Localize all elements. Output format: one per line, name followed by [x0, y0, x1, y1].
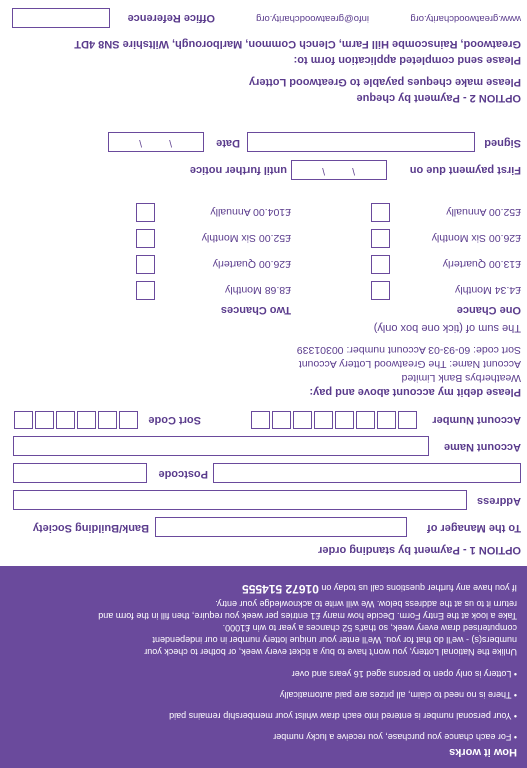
- paragraph-line: numbers(s) - we'll do that for you. We'll enter your unique lottery number in our independent: [152, 635, 517, 645]
- bank-sort-code: Sort code: 60-93-03 Account number: 00301339: [296, 344, 521, 356]
- debit-heading: Please debit my account above and pay:: [309, 386, 521, 398]
- date-separator: \: [352, 165, 355, 176]
- office-reference-label: Office Reference: [127, 12, 215, 24]
- one-chance-six-monthly-checkbox[interactable]: [371, 229, 390, 248]
- signed-label: Signed: [484, 137, 521, 149]
- sort-code-digit[interactable]: [119, 411, 138, 429]
- first-payment-label: First payment due on: [409, 164, 521, 176]
- send-text: Please send completed application form to:: [293, 54, 521, 66]
- two-chances-six-monthly-checkbox[interactable]: [136, 229, 155, 248]
- first-payment-date-field[interactable]: [291, 160, 387, 180]
- sort-code-digit[interactable]: [77, 411, 96, 429]
- two-chances-option-label: £52.00 Six Monthly: [201, 232, 291, 244]
- email-link[interactable]: info@greatwoodcharity.org: [256, 13, 369, 24]
- account-number-digit[interactable]: [272, 411, 291, 429]
- option2-heading: OPTION 2 - Payment by cheque: [356, 92, 521, 104]
- sort-code-digit[interactable]: [14, 411, 33, 429]
- paragraph-line: Unlike the National Lottery, you won't have to buy a ticket every week, or bother to check your: [144, 647, 517, 657]
- signature-field[interactable]: [247, 132, 475, 152]
- address-line-2-field[interactable]: [213, 463, 521, 483]
- call-line: [10, 582, 517, 596]
- account-number-digit[interactable]: [356, 411, 375, 429]
- website-link[interactable]: www.greatwoodcharity.org: [410, 13, 521, 24]
- phone-number: 01672 514555: [242, 582, 319, 596]
- paragraph-line: Take a look at the Entry Form. Decide how many £1 entries per week you require, then fill in the form and: [98, 611, 517, 621]
- one-chance-monthly-checkbox[interactable]: [371, 281, 390, 300]
- send-address: Greatwood, Rainscombe Hill Farm, Clench Common, Marlborough, Wiltshire SN8 4DT: [74, 38, 521, 50]
- manager-field[interactable]: [155, 517, 407, 537]
- address-label: Address: [476, 495, 521, 507]
- bullet-item: • For each chance you purchase, you receive a lucky number: [273, 732, 517, 742]
- account-number-digit[interactable]: [335, 411, 354, 429]
- two-chances-monthly-checkbox[interactable]: [136, 281, 155, 300]
- how-it-works-panel: [0, 566, 527, 768]
- payable-text: Please make cheques payable to Greatwood Lottery: [248, 76, 521, 88]
- address-field[interactable]: [13, 490, 467, 510]
- how-it-works-paragraph: [10, 598, 517, 658]
- sort-code-label: Sort Code: [148, 414, 201, 426]
- two-chances-annually-checkbox[interactable]: [136, 203, 155, 222]
- bullet-item: • Lottery is only open to persons aged 16 years and over: [291, 669, 517, 679]
- one-chance-option-label: £13.00 Quarterly: [442, 258, 521, 270]
- manager-label: To the Manager of: [427, 522, 521, 534]
- signed-date-field[interactable]: [108, 132, 204, 152]
- postcode-field[interactable]: [13, 463, 147, 483]
- bullet-text: For each chance you purchase, you receive a lucky number: [273, 732, 512, 742]
- sort-code-digit[interactable]: [98, 411, 117, 429]
- account-number-label: Account Number: [432, 414, 521, 426]
- postcode-label: Postcode: [158, 468, 208, 480]
- sort-code-digit[interactable]: [56, 411, 75, 429]
- two-chances-option-label: £104.00 Annually: [210, 206, 291, 218]
- one-chance-option-label: £26.00 Six Monthly: [431, 232, 521, 244]
- until-label: until further notice: [189, 164, 287, 176]
- office-reference-field[interactable]: [12, 8, 110, 28]
- account-name-label: Account Name: [443, 441, 521, 453]
- bullet-item: • Your personal number is entered into each draw whilst your membership remains paid: [169, 711, 517, 721]
- bullet-item: • There is no need to claim, all prizes are paid automatically: [279, 690, 517, 700]
- date-label: Date: [216, 137, 240, 149]
- bank-account-name: Account Name: The Greatwood Lottery Account: [298, 358, 521, 370]
- paragraph-line: computerised draw every week, so that's 52 chances a year to win £1000.: [222, 623, 517, 633]
- bullet-text: There is no need to claim, all prizes are paid automatically: [279, 690, 512, 700]
- option1-heading: OPTION 1 - Payment by standing order: [318, 544, 521, 556]
- two-chances-quarterly-checkbox[interactable]: [136, 255, 155, 274]
- bank-label: Bank/Building Society: [32, 522, 149, 534]
- one-chance-option-label: £4.34 Monthly: [455, 284, 521, 296]
- sum-label: The sum of (tick one box only): [373, 322, 521, 334]
- two-chances-heading: Two Chances: [220, 304, 291, 316]
- sort-code-digit[interactable]: [35, 411, 54, 429]
- account-number-digit[interactable]: [293, 411, 312, 429]
- date-separator: \: [322, 165, 325, 176]
- call-text: If you have any further questions call us today on: [321, 583, 517, 593]
- bank-name: Weatherbys Bank Limited: [401, 372, 521, 384]
- bullet-text: Lottery is only open to persons aged 16 years and over: [291, 669, 512, 679]
- how-it-works-heading: How it works: [449, 746, 517, 758]
- one-chance-heading: One Chance: [456, 304, 521, 316]
- date-separator: \: [139, 137, 142, 148]
- two-chances-option-label: £8.68 Monthly: [225, 284, 291, 296]
- account-name-field[interactable]: [13, 436, 429, 456]
- paragraph-line: return it to us at the address below. We will write to acknowledge your entry.: [215, 599, 517, 609]
- two-chances-option-label: £26.00 Quarterly: [212, 258, 291, 270]
- account-number-digit[interactable]: [377, 411, 396, 429]
- account-number-digit[interactable]: [251, 411, 270, 429]
- one-chance-option-label: £52.00 Annually: [446, 206, 521, 218]
- account-number-digit[interactable]: [398, 411, 417, 429]
- one-chance-quarterly-checkbox[interactable]: [371, 255, 390, 274]
- bullet-text: Your personal number is entered into each draw whilst your membership remains paid: [169, 711, 512, 721]
- one-chance-annually-checkbox[interactable]: [371, 203, 390, 222]
- account-number-digit[interactable]: [314, 411, 333, 429]
- date-separator: \: [169, 137, 172, 148]
